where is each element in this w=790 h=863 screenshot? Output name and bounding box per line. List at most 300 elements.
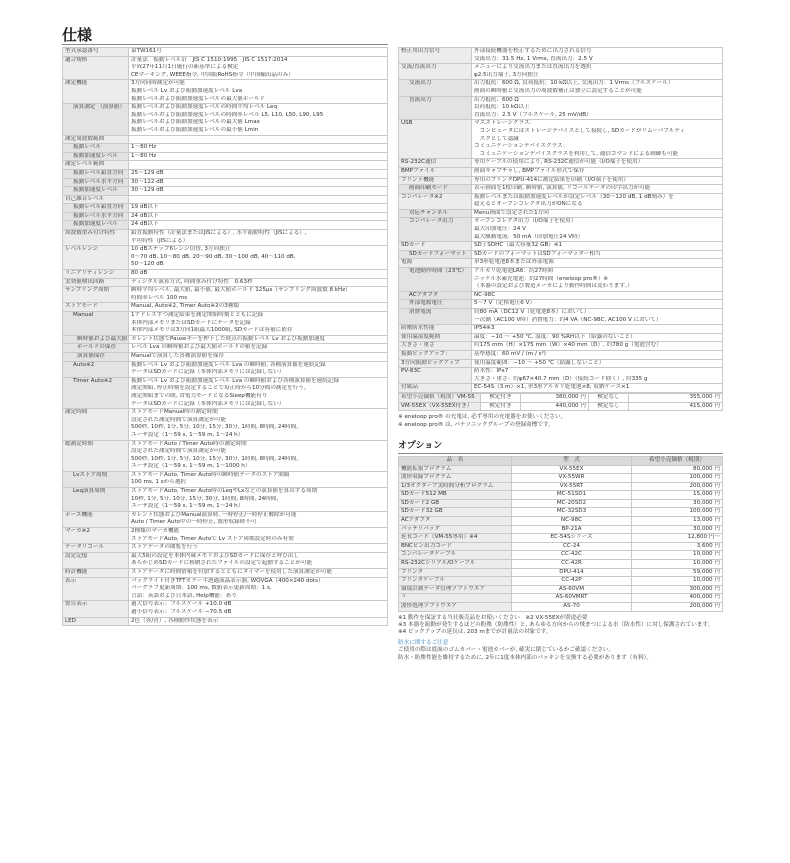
spec-value-line: 振動レベル Lv および振動加速度レベル Lva の瞬時値および各種演算値を連続記録 <box>131 377 339 384</box>
price-model: VM-55EX（VX-55EX付き） <box>399 402 481 411</box>
spec-value-line: 振動レベルまたは振動加速度レベルが設定レベル（30～120 dB, 1 dB刻み）を <box>474 193 674 200</box>
spec-value-line: 2種類のマーカ機能 <box>131 528 180 535</box>
spec-value <box>472 185 723 194</box>
spec-value-line: 設定された測定時間で演算測定が可能 <box>131 416 227 423</box>
spec-label: 周波数重み付け特性 <box>63 230 129 246</box>
spec-value <box>472 342 723 351</box>
spec-value-line: （本器の設定および製造メーカにより動作時間は変わります。） <box>474 283 633 290</box>
spec-label: 使用温湿度範囲 <box>399 333 472 342</box>
spec-row <box>63 195 388 204</box>
spec-label: BMPファイル <box>399 167 472 176</box>
right-footnotes <box>398 414 723 429</box>
spec-row <box>399 218 723 242</box>
option-name: 〃 <box>399 594 512 603</box>
spec-value <box>472 259 723 268</box>
spec-value-line: 表示画面を1枚印刷, 瞬時値, 演算値, リコールデータの印字出力が可能 <box>474 185 651 192</box>
spec-value <box>129 569 388 578</box>
spec-value-line: 500秒, 10秒, 1分, 5分, 10分, 15分, 30分, 1時間, 8時間, 24時間, <box>131 455 299 462</box>
options-header-model: 型 式 <box>512 456 632 465</box>
spec-row <box>63 312 388 336</box>
option-name: プリンタ <box>399 568 512 577</box>
spec-row <box>399 325 723 334</box>
option-price: 59,000 円 <box>632 568 723 577</box>
title-divider <box>62 44 388 45</box>
spec-row <box>63 169 388 178</box>
spec-label: LED <box>63 617 129 626</box>
option-price: 200,000 円 <box>632 482 723 491</box>
spec-value-line: CEマーキング, WEEE指令, 中国版RoHS指令（中国輸出品のみ） <box>131 71 294 78</box>
spec-value-line: 80 dB <box>131 270 148 277</box>
spec-value-line: SDカードのフォーマットはSDフォーマッター相当 <box>474 250 601 257</box>
options-row <box>399 482 723 491</box>
spec-value <box>129 204 388 213</box>
spec-value <box>129 377 388 408</box>
spec-row <box>63 135 388 144</box>
spec-value-line: 24 dB以下 <box>131 221 159 228</box>
options-row <box>399 525 723 534</box>
spec-row <box>63 361 388 377</box>
spec-value-line: 本体内部メモリは3方向1組最大1000組, SDカードは容量に依存 <box>131 327 293 334</box>
option-model: DPU-414 <box>512 568 632 577</box>
spec-row <box>63 178 388 187</box>
spec-value <box>472 333 723 342</box>
spec-value <box>472 48 723 64</box>
spec-value-line: 19 dB以下 <box>131 204 159 211</box>
spec-row <box>63 344 388 353</box>
spec-value-line: 振動レベルおよび振動加速度レベルの最大値 Lmax <box>131 119 260 126</box>
spec-value <box>129 471 388 487</box>
spec-value <box>129 528 388 544</box>
spec-value-line: 時間率レベル 100 ms <box>131 294 188 301</box>
spec-label: 振動レベル水平方向 <box>63 212 129 221</box>
spec-row <box>63 471 388 487</box>
spec-value-line: あらかじめSDカードに格納されたファイルの設定で起動することが可能 <box>131 560 313 567</box>
spec-value-line: 単3形乾電池8本または外部電源 <box>474 259 554 266</box>
waterproof-title: 防水に関するご注意 <box>398 639 449 646</box>
option-price: 100,000 円 <box>632 474 723 483</box>
spec-label: 外部電源電圧 <box>399 300 472 309</box>
spec-label: 測定周波数範囲 <box>63 135 129 144</box>
options-row <box>399 551 723 560</box>
spec-value-line: コミュニケーションデバイスクラス： <box>474 143 569 150</box>
spec-value <box>129 169 388 178</box>
spec-label: 瞬時値および最大値 <box>63 335 129 344</box>
spec-value-line: 振動レベル Lv および振動加速度レベル Lva <box>131 87 243 94</box>
spec-value <box>129 344 388 353</box>
spec-row <box>399 120 723 159</box>
spec-label: 電池動作時間（23℃） <box>399 268 472 292</box>
option-price: 30,000 円 <box>632 525 723 534</box>
options-header-name: 品 名 <box>399 456 512 465</box>
left-spec-table <box>62 47 388 626</box>
spec-label: 振動レベル鉛直方向 <box>63 204 129 213</box>
option-price: 100,000 円 <box>632 508 723 517</box>
spec-value-line: 平成27年11月1日施行の新基準による検定 <box>131 64 239 71</box>
spec-value-line: メニューにより交流出力または直流出力を選択 <box>474 64 592 71</box>
spec-value-line: 50～120 dB <box>131 261 164 268</box>
spec-row <box>399 176 723 185</box>
spec-label: 電源 <box>399 259 472 268</box>
spec-value <box>129 601 388 617</box>
spec-label: 振動レベル <box>63 144 129 153</box>
option-model: AS-60VMRT <box>512 594 632 603</box>
spec-value-line: 過大信号表示：フルスケール +10.0 dB <box>131 601 232 608</box>
spec-value-line: カレント状態でPauseキーを押下した時点の振動レベル Lv および振動加速度 <box>131 335 326 342</box>
spec-value-line <box>131 161 385 169</box>
options-row <box>399 603 723 612</box>
spec-value <box>129 80 388 104</box>
spec-value-line: 振動レベルおよび振動加速度レベルの時間平均レベル Leq <box>131 104 278 111</box>
spec-value-line: 専用のプリンタDPU-414に測定結果を印刷（I/O端子を使用） <box>474 176 630 183</box>
option-price: 15,000 円 <box>632 491 723 500</box>
spec-value-line: 1アドレスずつ測定結果を測定開始時刻とともに記録 <box>131 312 264 318</box>
spec-row <box>63 48 388 57</box>
spec-value-line: 10秒, 1分, 5分, 10分, 15分, 30分, 1時間, 8時間, 24時間, <box>131 495 279 502</box>
price-table <box>398 393 723 411</box>
spec-value <box>129 212 388 221</box>
spec-value-line: 3方向同時測定が可能 <box>131 80 185 87</box>
spec-label: 警告表示 <box>63 601 129 617</box>
spec-value-line: EC-54S（3 m）×1, 単3形アルカリ乾電池×8, 収納ケース×1 <box>474 384 630 391</box>
option-model: CC-42C <box>512 551 632 560</box>
spec-value-line: 基準感度：60 mV / (m / s²) <box>474 350 546 357</box>
spec-label: リニアリティレンジ <box>63 270 129 279</box>
spec-value <box>472 359 723 368</box>
spec-value-line: スクとして認識 <box>474 135 519 142</box>
option-price: 13,000 円 <box>632 517 723 526</box>
spec-value <box>129 230 388 246</box>
page-title: 仕様 <box>62 26 93 44</box>
spec-label: 演算値保存 <box>63 352 129 361</box>
options-header-row <box>399 456 723 465</box>
spec-value <box>472 242 723 251</box>
spec-row <box>399 309 723 325</box>
spec-row <box>63 440 388 471</box>
option-model: CC-42R <box>512 560 632 569</box>
spec-value-line: 防水性：IPx7 <box>474 368 509 375</box>
spec-label: 交流/直流出力 <box>399 64 472 80</box>
options-row <box>399 577 723 586</box>
spec-row <box>63 544 388 553</box>
option-model: EC-54Sシリーズ <box>512 534 632 543</box>
spec-value <box>129 577 388 601</box>
option-model: CC-42P <box>512 577 632 586</box>
spec-value-line: 過小信号表示：フルスケール −70.5 dB <box>131 608 232 615</box>
price-model: 希望小売価格（税別）VM-55 <box>399 393 481 402</box>
spec-row <box>399 80 723 96</box>
spec-row <box>63 601 388 617</box>
spec-value <box>472 159 723 168</box>
option-price: 300,000 円 <box>632 585 723 594</box>
spec-value <box>129 144 388 153</box>
spec-value-line: Menu画面で設定された1方向 <box>474 209 549 216</box>
spec-value <box>472 250 723 259</box>
spec-value-line: 振動レベルおよび振動加速度レベルの最大値ホールド <box>131 95 266 102</box>
spec-value <box>472 80 723 96</box>
option-model: MC-32SD3 <box>512 508 632 517</box>
spec-value-line: 本体内部メモリまたはSDカードにデータを記録 <box>131 319 251 326</box>
spec-value-line: 大きさ・重さ：約φ67×40.7 mm（D）（接続コード除く）, 約335 g <box>474 375 648 382</box>
spec-label: 画面印刷モード <box>399 185 472 194</box>
option-model: AS-60VM <box>512 585 632 594</box>
options-row <box>399 560 723 569</box>
spec-value-line: 25～129 dB <box>131 169 164 176</box>
spec-label: データリコール <box>63 544 129 553</box>
spec-value-line: 約80 mA（DC12 V（乾電池8本）において） <box>474 309 590 315</box>
spec-label: SDカード <box>399 242 472 251</box>
spec-row <box>63 80 388 104</box>
spec-value <box>129 278 388 287</box>
options-row <box>399 474 723 483</box>
option-price: 10,000 円 <box>632 577 723 586</box>
spec-value-line: 負荷抵抗：10 kΩ以上 <box>474 104 530 111</box>
spec-value-line: 出力抵抗：600 Ω, 負荷抵抗：10 kΩ以上, 交流出力：1 Vrms（フルスケール） <box>474 80 674 87</box>
spec-value <box>129 287 388 303</box>
spec-value <box>129 409 388 440</box>
spec-value-line: 鉛直振動特性（計量法またはJISによる）, 水平振動特性（JISによる）, <box>131 230 307 237</box>
spec-value <box>129 440 388 471</box>
spec-value-line: ストアモードAuto, Timer Autoで Lv ストア周期設定時のみ有効 <box>131 535 294 542</box>
options-row <box>399 465 723 474</box>
spec-value <box>129 352 388 361</box>
option-price: 400,000 円 <box>632 594 723 603</box>
spec-row <box>399 333 723 342</box>
option-model: VX-55EX <box>512 465 632 474</box>
spec-value-line: 30～129 dB <box>131 187 164 194</box>
spec-value <box>129 104 388 135</box>
spec-row <box>63 528 388 544</box>
spec-label: Auto※2 <box>63 361 129 377</box>
spec-row <box>63 617 388 626</box>
spec-label: 振動加速度レベル <box>63 152 129 161</box>
spec-value-line: 2色（赤/青）, 各種動作状態を表示 <box>131 617 219 624</box>
spec-label: ホールドの保存 <box>63 344 129 353</box>
spec-value <box>472 268 723 292</box>
spec-value <box>129 221 388 230</box>
spec-value <box>129 161 388 170</box>
option-name: 波形処理ソフトウエア <box>399 603 512 612</box>
option-model: CC-24 <box>512 542 632 551</box>
spec-row <box>63 212 388 221</box>
spec-value <box>129 246 388 270</box>
spec-row <box>63 144 388 153</box>
spec-value <box>472 300 723 309</box>
option-price: 3,600 円 <box>632 542 723 551</box>
spec-value <box>472 218 723 242</box>
spec-row <box>63 246 388 270</box>
options-row <box>399 534 723 543</box>
spec-value-line: 使用温度範囲：−10 ～ +50 ℃（結露しないこと） <box>474 359 605 366</box>
spec-value-line: カレント状態およびManual演算時, 一時停止/一時停止解除が可能 <box>131 511 297 518</box>
spec-label: マーカ※2 <box>63 528 129 544</box>
spec-label: ACアダプタ <box>399 291 472 300</box>
spec-value <box>472 368 723 384</box>
spec-row <box>63 377 388 408</box>
spec-label: 表示 <box>63 577 129 601</box>
options-row <box>399 542 723 551</box>
spec-row <box>399 342 723 351</box>
options-row <box>399 594 723 603</box>
spec-value-line: SD / SDHC（最大容量32 GB）※1 <box>474 242 563 249</box>
spec-value <box>472 120 723 159</box>
spec-row <box>399 167 723 176</box>
spec-row <box>399 359 723 368</box>
spec-row <box>399 350 723 359</box>
spec-value-line: Manual, Auto※2, Timer Auto※2の3種類 <box>131 303 240 310</box>
option-name: バッテリパック <box>399 525 512 534</box>
spec-row <box>63 161 388 170</box>
option-model: NC-98C <box>512 517 632 526</box>
spec-row <box>399 96 723 120</box>
option-name: 延長コード（VM-55専用）※4 <box>399 534 512 543</box>
footnote: ※3 本器を振動が発生するほどの粉塵（防塵性）と, あらゆる方向からの飛まつによる水（防水性）に対し保護されています。 <box>398 621 714 628</box>
spec-value <box>129 312 388 336</box>
spec-value-line: 振動レベルおよび振動加速度レベルの最小値 Lmin <box>131 126 259 133</box>
spec-label: 消費電流 <box>399 309 472 325</box>
spec-value <box>472 291 723 300</box>
spec-value-line: 外部接続機器を校正するために出力される信号 <box>474 48 592 54</box>
spec-value-line: ユーザ設定（1～59 s, 1～59 m, 1～24 h） <box>131 431 244 438</box>
spec-value <box>129 303 388 312</box>
option-model: VX-55RT <box>512 482 632 491</box>
spec-row <box>399 209 723 218</box>
spec-row <box>63 56 388 80</box>
spec-label: ストアモード <box>63 303 129 312</box>
option-price: 10,000 円 <box>632 551 723 560</box>
option-name: RS-232Cシリアル/Oケーブル <box>399 560 512 569</box>
spec-row <box>63 104 388 135</box>
spec-value <box>472 96 723 120</box>
spec-value-line: 最大印加電圧：24 V <box>474 226 526 233</box>
footnote: ※1 動作を保証する当社販売品をお使いください ※2 VX-55EXが別途必要 <box>398 614 588 621</box>
spec-value <box>129 270 388 279</box>
spec-value <box>472 325 723 334</box>
spec-label: 大きさ・重さ <box>399 342 472 351</box>
spec-value-line: ストアモードAuto / Timer Auto時の測定時間 <box>131 440 247 447</box>
spec-value-line: 画面キャプチャし, BMPファイル形式で保存 <box>474 167 585 174</box>
spec-value-line: 言語：英語および日本語, Help機能：あり <box>131 592 237 599</box>
spec-value-line: ストアデータに時間情報を付加するとともにタイマーを使用した演算測定が可能 <box>131 569 333 575</box>
spec-value-line: アルカリ乾電池LR6：約27時間 <box>474 268 553 275</box>
spec-value-line: Auto / Timer Auto中の一時停止, 波形収録時不可 <box>131 519 257 526</box>
left-spec-column <box>62 47 388 626</box>
spec-value-line: 交流出力：31.5 Hz, 1 Vrms, 直流出力：2.5 V <box>474 55 593 62</box>
spec-row <box>63 352 388 361</box>
spec-value <box>472 350 723 359</box>
spec-value-line: 直流出力：2.5 V（フルスケール, 25 mV/dB） <box>474 111 592 118</box>
option-name: 環境計測データ管理ソフトウエア <box>399 585 512 594</box>
options-row <box>399 499 723 508</box>
spec-label: 実効値検出回路 <box>63 278 129 287</box>
spec-label: USB <box>399 120 472 159</box>
spec-label: SDカードフォーマット <box>399 250 472 259</box>
spec-label: 振動加速度レベル <box>63 221 129 230</box>
spec-value-line: 5～7 V（定格電圧6 V） <box>474 300 536 307</box>
price-nocert-value: 355,000 円 <box>629 393 723 402</box>
spec-value-line <box>131 196 385 204</box>
spec-value <box>129 48 388 57</box>
spec-row <box>399 159 723 168</box>
waterproof-notice <box>398 640 723 662</box>
spec-value-line: 専用ケーブルの使用により, RS-232C通信が可能（I/O端子を使用） <box>474 159 644 166</box>
option-price: 10,000 円 <box>632 560 723 569</box>
spec-value-line: バックライト付きTFTカラー半透過液晶表示器, WQVGA（400×240 dots） <box>131 577 324 584</box>
price-row <box>399 402 723 411</box>
spec-value <box>129 511 388 527</box>
spec-value-line: コミュニケーションデバイスクラスを利用して, 通信コマンドによる制御も可能 <box>474 150 679 157</box>
price-cert-value: 440,000 円 <box>521 402 589 411</box>
spec-value-line: 温度：−10 ～ +50 ℃, 湿度：90 %RH以下（結露のないこと） <box>474 333 636 340</box>
spec-value <box>472 193 723 209</box>
price-row <box>399 393 723 402</box>
spec-value <box>129 56 388 80</box>
spec-value-line: 100 ms, 1 sから選択 <box>131 479 187 486</box>
spec-value <box>472 167 723 176</box>
spec-value-line: ユーザ設定（1～59 s, 1～59 m, 1～1000 h） <box>131 463 251 470</box>
spec-value-line: 設定された測定時間で演算測定が可能 <box>131 448 227 455</box>
spec-value-line: 0～70 dB, 10～80 dB, 20～90 dB, 30～100 dB, 40～110 dB, <box>131 253 296 260</box>
spec-row <box>63 287 388 303</box>
spec-row <box>399 64 723 80</box>
spec-value-line: コンピュータにはストレージデバイスとして接続し, SDカードがリムーバブルディ <box>474 127 686 134</box>
spec-value-line: 超えるとオープンコレクタ出力がONになる <box>474 201 583 208</box>
spec-label: 総測定時間 <box>63 440 129 471</box>
price-cert-label: 検定付き <box>481 402 521 411</box>
spec-value <box>129 488 388 512</box>
spec-row <box>63 152 388 161</box>
spec-label: 自己雑音レベル <box>63 195 129 204</box>
spec-row <box>63 230 388 246</box>
spec-label: 設定記憶 <box>63 552 129 568</box>
spec-value <box>129 135 388 144</box>
spec-value-line: IP54※3 <box>474 325 495 332</box>
spec-value-line: ディジタル演算方式, 時間重み付け特性 0.63秒 <box>131 278 253 285</box>
spec-label: 演算測定 （演算値） <box>63 104 129 135</box>
spec-row <box>399 242 723 251</box>
spec-label: 時計機能 <box>63 569 129 578</box>
option-name: BNCピン出力コード <box>399 542 512 551</box>
spec-value-line: φ2.5出力端子, 3方向独立 <box>474 71 539 78</box>
spec-value <box>129 361 388 377</box>
spec-value <box>472 64 723 80</box>
spec-value-line: 第TW161号 <box>131 48 162 54</box>
spec-label: 適合規格 <box>63 56 129 80</box>
spec-value-line: 一次側（AC100 V時）消費電力：約4 VA（NC-98C, AC100 V において） <box>474 316 662 323</box>
option-price: 30,000 円 <box>632 499 723 508</box>
spec-value <box>129 335 388 344</box>
spec-value-line: 測定開始までの間, 省電力モードとなるSleep機能有り <box>131 392 268 399</box>
spec-value-line: 振動レベルおよび振動加速度レベルの時間率レベル L5, L10, L50, L90, L95 <box>131 111 324 118</box>
spec-value-line: NC-98C <box>474 291 496 298</box>
spec-label: PV-83C <box>399 368 472 384</box>
spec-row <box>63 204 388 213</box>
spec-label: RS-232C通信 <box>399 159 472 168</box>
spec-value-line: ニッケル水素充電池：約27時間（eneloop pro®）※ <box>474 275 609 282</box>
spec-value-line: データはSDカードに記録（本体内部メモリには記録しない） <box>131 369 285 376</box>
spec-value <box>129 195 388 204</box>
spec-row <box>63 511 388 527</box>
footnote: ※ eneloop pro® は, パナソニックグループの登録商標です。 <box>398 421 554 428</box>
spec-row <box>63 221 388 230</box>
spec-row <box>63 303 388 312</box>
spec-value-line: 1～80 Hz <box>131 152 157 159</box>
options-table <box>398 456 723 612</box>
option-model: AS-70 <box>512 603 632 612</box>
option-name: SDカード32 GB <box>399 508 512 517</box>
spec-row <box>399 300 723 309</box>
spec-value-line: 測定開始, 停止時刻を設定することで毎正時から10分間の測定を行う。 <box>131 385 310 392</box>
spec-row <box>63 270 388 279</box>
